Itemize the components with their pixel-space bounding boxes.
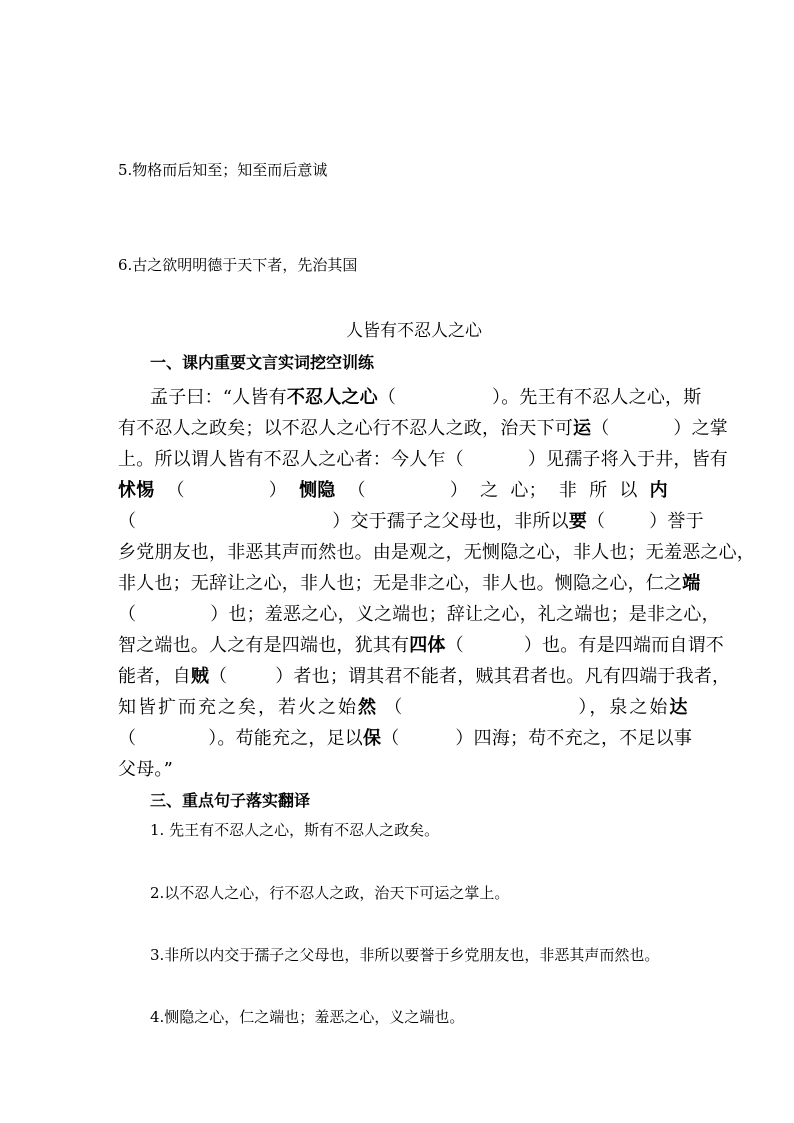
blank-open: （ — [377, 387, 397, 408]
text: 智之端也。人之有是四端也，犹其有 — [118, 635, 410, 656]
passage-line-12 — [118, 724, 692, 750]
text: ）也；羞恶之心，义之端也；辞让之心，礼之端也；是非之心， — [210, 604, 720, 625]
sentence-2: 2.以不忍人之心，行不忍人之政，治天下可运之掌上。 — [150, 884, 510, 902]
text: ）。先王有不忍人之心，斯 — [492, 387, 702, 408]
text: ）见孺子将入于井，皆有 — [527, 449, 729, 470]
text: ）者也；谓其君不能者，贼其君者也。凡有四端于我者， — [275, 666, 731, 687]
text: 之 — [480, 480, 499, 501]
keyword: 达 — [669, 697, 688, 718]
blank-open: （ — [347, 480, 366, 501]
sentence-3: 3.非所以内交于孺子之父母也，非所以要誉于乡党朋友也，非恶其声而然也。 — [150, 946, 660, 964]
passage-line-13: 父母。” — [118, 759, 174, 780]
section3-heading: 三、重点句子落实翻译 — [150, 791, 311, 810]
keyword: 恻隐 — [299, 480, 336, 501]
blank-open: （ — [591, 418, 610, 439]
blank-open: （ — [587, 511, 606, 532]
text: ），泉之始 — [578, 697, 670, 718]
keyword: 不忍人之心 — [286, 387, 378, 408]
text: ）之掌 — [673, 418, 729, 439]
keyword: 怵惕 — [118, 480, 155, 501]
item-6: 6.古之欲明明德于天下者，先治其国 — [118, 256, 358, 274]
blank-close: ） — [268, 480, 287, 501]
passage-line-5 — [118, 507, 704, 533]
passage-line-11 — [118, 693, 688, 719]
blank-open: （ — [381, 728, 400, 749]
passage-line-4 — [118, 476, 668, 502]
section1-heading: 一、课内重要文言实词挖空训练 — [150, 353, 375, 372]
text: 非人也；无辞让之心，非人也；无是非之心，非人也。恻隐之心，仁之 — [118, 573, 683, 594]
passage-line-3 — [118, 445, 728, 471]
text: 心； — [510, 480, 547, 501]
keyword: 然 — [358, 697, 377, 718]
text: ）也。有是四端而自谓不 — [523, 635, 725, 656]
blank[interactable] — [197, 476, 257, 502]
blank-open: （ — [445, 635, 464, 656]
passage-line-10 — [118, 662, 730, 688]
text: 能者，自 — [118, 666, 191, 687]
blank-open: （ — [118, 604, 137, 625]
keyword: 运 — [573, 418, 592, 439]
passage-line-9 — [118, 631, 724, 657]
sentence-4: 4.恻隐之心，仁之端也；羞恶之心，义之端也。 — [150, 1008, 465, 1026]
text: 所 — [589, 480, 608, 501]
text: ）誉于 — [649, 511, 704, 532]
keyword: 贼 — [190, 666, 210, 687]
text: ）交于孺子之父母也，非所以 — [332, 511, 569, 532]
blank-close: ） — [449, 480, 469, 501]
blank-open: （ — [118, 728, 137, 749]
keyword: 内 — [649, 480, 668, 501]
keyword: 四体 — [409, 635, 446, 656]
passage-line-1 — [150, 383, 701, 409]
text: 有不忍人之政矣；以不忍人之心行不忍人之政，治天下可 — [118, 418, 573, 439]
text: 非 — [558, 480, 578, 501]
blank[interactable] — [378, 476, 438, 502]
keyword: 保 — [363, 728, 382, 749]
sentence-1: 1. 先王有不忍人之心，斯有不忍人之政矣。 — [150, 821, 440, 839]
text: ）。苟能充之，足以 — [208, 728, 364, 749]
passage-line-8 — [118, 600, 720, 626]
blank-open: （ — [166, 480, 185, 501]
text: 上。所以谓人皆有不忍人之心者：今人乍（ — [118, 449, 464, 470]
blank-open: （ — [118, 511, 137, 532]
blank-open: （ — [209, 666, 228, 687]
text: ）四海；苟不充之，不足以事 — [455, 728, 693, 749]
page-title: 人皆有不忍人之心 — [346, 321, 482, 341]
text: 知皆扩而充之矣，若火之始 — [118, 697, 358, 718]
passage-line-2 — [118, 414, 728, 440]
passage-line-6: 乡党朋友也，非恶其声而然也。由是观之，无恻隐之心，非人也；无羞恶之心， — [118, 542, 755, 563]
keyword: 端 — [682, 573, 701, 594]
text: 孟子曰：“人皆有 — [150, 387, 287, 408]
keyword: 要 — [568, 511, 588, 532]
blank-open: （ — [384, 697, 403, 718]
item-5: 5.物格而后知至；知至而后意诚 — [118, 161, 328, 179]
passage-line-7 — [118, 569, 700, 595]
text: 以 — [619, 480, 638, 501]
